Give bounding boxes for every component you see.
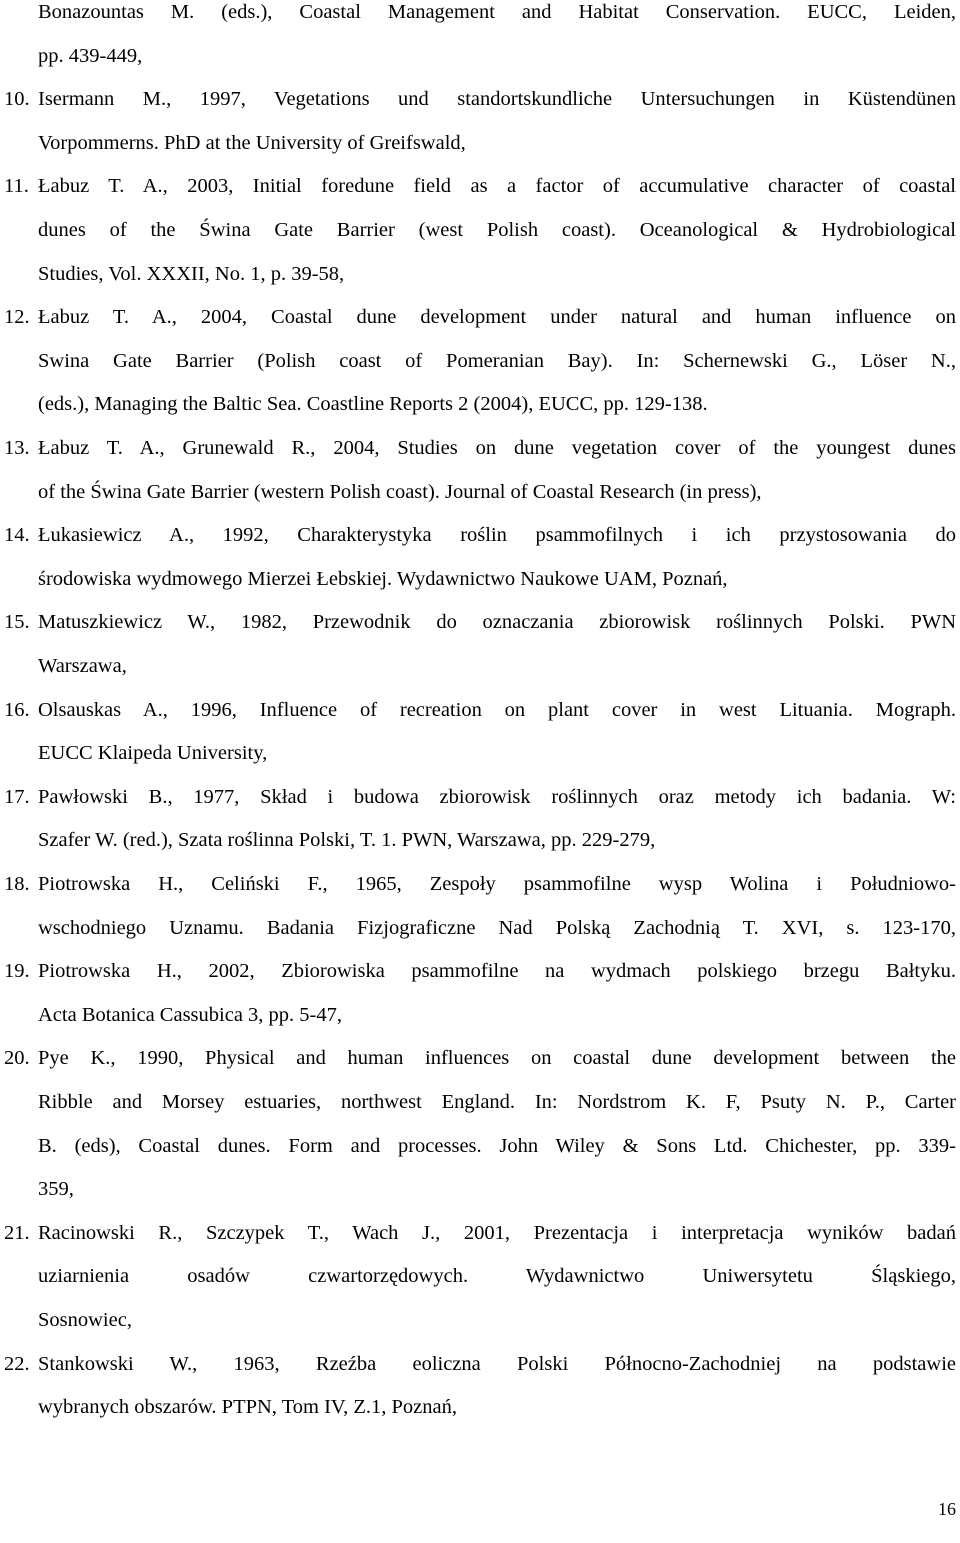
reference-text-line: Acta Botanica Cassubica 3, pp. 5-47,: [38, 1003, 343, 1026]
reference-text-line: Piotrowska H., 2002, Zbiorowiska psammofilne na wydmach polskiego brzegu Bałtyku.: [38, 960, 956, 983]
reference-text-line: pp. 439-449,: [38, 44, 143, 67]
reference-text-line: wschodniego Uznamu. Badania Fizjograficzne Nad Polską Zachodnią T. XVI, s. 123-170,: [38, 916, 956, 939]
reference-text-line: dunes of the Świna Gate Barrier (west Polish coast). Oceanological & Hydrobiological: [38, 219, 956, 241]
reference-number: 10.: [4, 88, 30, 111]
reference-text-line: EUCC Klaipeda University,: [38, 742, 268, 765]
reference-number: 13.: [4, 437, 30, 459]
reference-text-line: Pawłowski B., 1977, Skład i budowa zbiorowisk roślinnych oraz metody ich badania. W:: [38, 785, 956, 808]
reference-number: 20.: [4, 1047, 30, 1070]
reference-text-line: Sosnowiec,: [38, 1309, 132, 1331]
reference-text-line: Pye K., 1990, Physical and human influences on coastal dune development between the: [38, 1047, 956, 1070]
reference-number: 22.: [4, 1352, 30, 1375]
reference-text-line: uziarnienia osadów czwartorzędowych. Wydawnictwo Uniwersytetu Śląskiego,: [38, 1265, 956, 1288]
reference-text-line: B. (eds), Coastal dunes. Form and processes. John Wiley & Sons Ltd. Chichester, pp. 339-: [38, 1134, 956, 1157]
reference-text-line: Olsauskas A., 1996, Influence of recreation on plant cover in west Lituania. Mograph.: [38, 698, 956, 721]
reference-text-line: środowiska wydmowego Mierzei Łebskiej. Wydawnictwo Naukowe UAM, Poznań,: [38, 567, 728, 590]
reference-text-line: Studies, Vol. XXXII, No. 1, p. 39-58,: [38, 262, 345, 285]
reference-text-line: of the Świna Gate Barrier (western Polish coast). Journal of Coastal Research (in press),: [38, 480, 762, 503]
reference-text-line: wybranych obszarów. PTPN, Tom IV, Z.1, Poznań,: [38, 1396, 457, 1419]
reference-number: 11.: [4, 175, 29, 198]
reference-number: 21.: [4, 1221, 30, 1244]
reference-text-line: 359,: [38, 1178, 74, 1201]
reference-number: 16.: [4, 698, 30, 721]
reference-number: 17.: [4, 785, 30, 808]
reference-text-line: Matuszkiewicz W., 1982, Przewodnik do oznaczania zbiorowisk roślinnych Polski. PWN: [38, 611, 956, 634]
reference-text-line: Isermann M., 1997, Vegetations und standortskundliche Untersuchungen in Küstendünen: [38, 88, 956, 111]
reference-text-line: Vorpommerns. PhD at the University of Greifswald,: [38, 131, 466, 154]
reference-number: 14.: [4, 524, 30, 547]
reference-text-line: Bonazountas M. (eds.), Coastal Management and Habitat Conservation. EUCC, Leiden,: [38, 1, 956, 23]
reference-text-line: Piotrowska H., Celiński F., 1965, Zespoły psammofilne wysp Wolina i Południowo-: [38, 873, 956, 895]
reference-text-line: Łukasiewicz A., 1992, Charakterystyka roślin psammofilnych i ich przystosowania do: [38, 524, 956, 547]
reference-text-line: Swina Gate Barrier (Polish coast of Pomeranian Bay). In: Schernewski G., Löser N.,: [38, 349, 956, 372]
reference-text-line: Szafer W. (red.), Szata roślinna Polski, T. 1. PWN, Warszawa, pp. 229-279,: [38, 829, 656, 852]
reference-text-line: Racinowski R., Szczypek T., Wach J., 2001, Prezentacja i interpretacja wyników badań: [38, 1221, 956, 1244]
reference-text-line: Łabuz T. A., 2003, Initial foredune field as a factor of accumulative character of coastal: [38, 175, 956, 198]
reference-text-line: Stankowski W., 1963, Rzeźba eoliczna Polski Północno-Zachodniej na podstawie: [38, 1352, 956, 1375]
reference-text-line: Łabuz T. A., 2004, Coastal dune development under natural and human influence on: [38, 306, 956, 329]
reference-number: 18.: [4, 873, 30, 895]
reference-number: 19.: [4, 960, 30, 983]
reference-text-line: Łabuz T. A., Grunewald R., 2004, Studies on dune vegetation cover of the youngest dunes: [38, 437, 956, 459]
reference-text-line: (eds.), Managing the Baltic Sea. Coastline Reports 2 (2004), EUCC, pp. 129-138.: [38, 393, 708, 416]
reference-number: 12.: [4, 306, 30, 329]
reference-number: 15.: [4, 611, 30, 634]
page-number: 16: [938, 1499, 956, 1519]
reference-text-line: Ribble and Morsey estuaries, northwest England. In: Nordstrom K. F, Psuty N. P., Carter: [38, 1091, 956, 1113]
reference-text-line: Warszawa,: [38, 655, 127, 677]
